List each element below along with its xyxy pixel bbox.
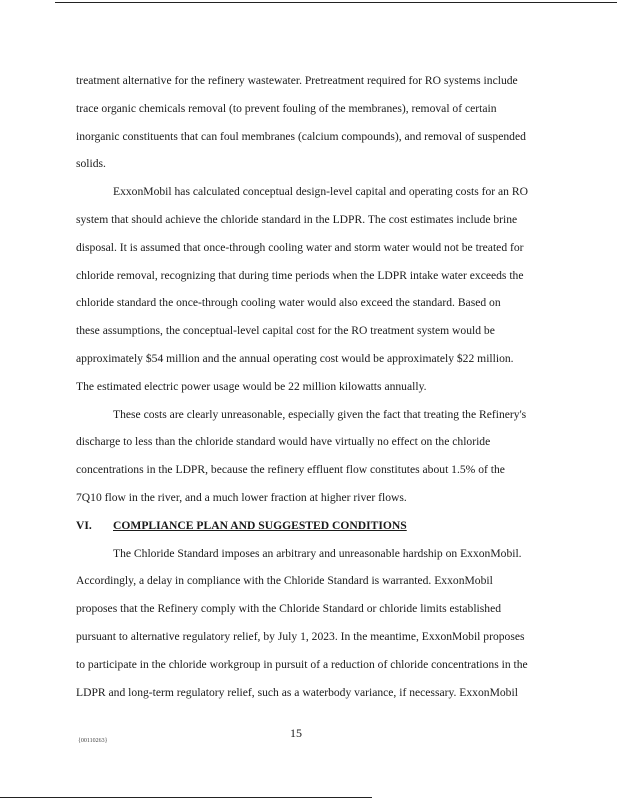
document-body: [76, 71, 558, 710]
section-title: COMPLIANCE PLAN AND SUGGESTED CONDITIONS: [113, 518, 407, 532]
bottom-rule: [0, 797, 372, 798]
page-number: 15: [290, 726, 302, 740]
text-line: Accordingly, a delay in compliance with the Chloride Standard is warranted. ExxonMobil: [76, 574, 493, 588]
text-line: 7Q10 flow in the river, and a much lower fraction at higher river flows.: [76, 490, 407, 504]
text-line: chloride standard the once-through cooling water would also exceed the standard. Based on: [76, 296, 501, 310]
text-line: inorganic constituents that can foul membranes (calcium compounds), and removal of suspended: [76, 129, 526, 143]
text-line: solids.: [76, 157, 106, 171]
text-line: LDPR and long-term regulatory relief, such as a waterbody variance, if necessary. ExxonMobil: [76, 685, 518, 699]
paragraph-1: [76, 71, 558, 182]
text-line: disposal. It is assumed that once-through cooling water and storm water would not be treated for: [76, 240, 524, 254]
text-line: concentrations in the LDPR, because the refinery effluent flow constitutes about 1.5% of the: [76, 463, 505, 477]
document-code: {00110263}: [78, 738, 108, 744]
text-line: discharge to less than the chloride standard would have virtually no effect on the chloride: [76, 435, 491, 449]
paragraph-4: [76, 544, 558, 711]
text-line: treatment alternative for the refinery wastewater. Pretreatment required for RO systems include: [76, 74, 518, 87]
paragraph-2: [76, 182, 558, 404]
text-line: system that should achieve the chloride standard in the LDPR. The cost estimates include brine: [76, 212, 518, 226]
paragraph-3: [76, 405, 558, 516]
text-line: trace organic chemicals removal (to prevent fouling of the membranes), removal of certain: [76, 101, 497, 115]
section-number: VI.: [76, 518, 92, 532]
text-line: The estimated electric power usage would be 22 million kilowatts annually.: [76, 379, 427, 393]
section-heading: [76, 516, 558, 544]
text-line: ExxonMobil has calculated conceptual design-level capital and operating costs for an RO: [113, 185, 528, 199]
text-line: these assumptions, the conceptual-level capital cost for the RO treatment system would be: [76, 324, 495, 338]
text-line: proposes that the Refinery comply with the Chloride Standard or chloride limits established: [76, 602, 502, 616]
text-line: pursuant to alternative regulatory relief, by July 1, 2023. In the meantime, ExxonMobil proposes: [76, 629, 525, 643]
text-line: chloride removal, recognizing that during time periods when the LDPR intake water exceeds the: [76, 268, 524, 282]
text-line: to participate in the chloride workgroup in pursuit of a reduction of chloride concentrations in the: [76, 657, 528, 671]
top-rule: [55, 2, 617, 3]
text-line: These costs are clearly unreasonable, especially given the fact that treating the Refinery's: [113, 407, 527, 421]
text-line: The Chloride Standard imposes an arbitrary and unreasonable hardship on ExxonMobil.: [113, 546, 522, 560]
text-line: approximately $54 million and the annual operating cost would be approximately $22 million.: [76, 351, 514, 365]
